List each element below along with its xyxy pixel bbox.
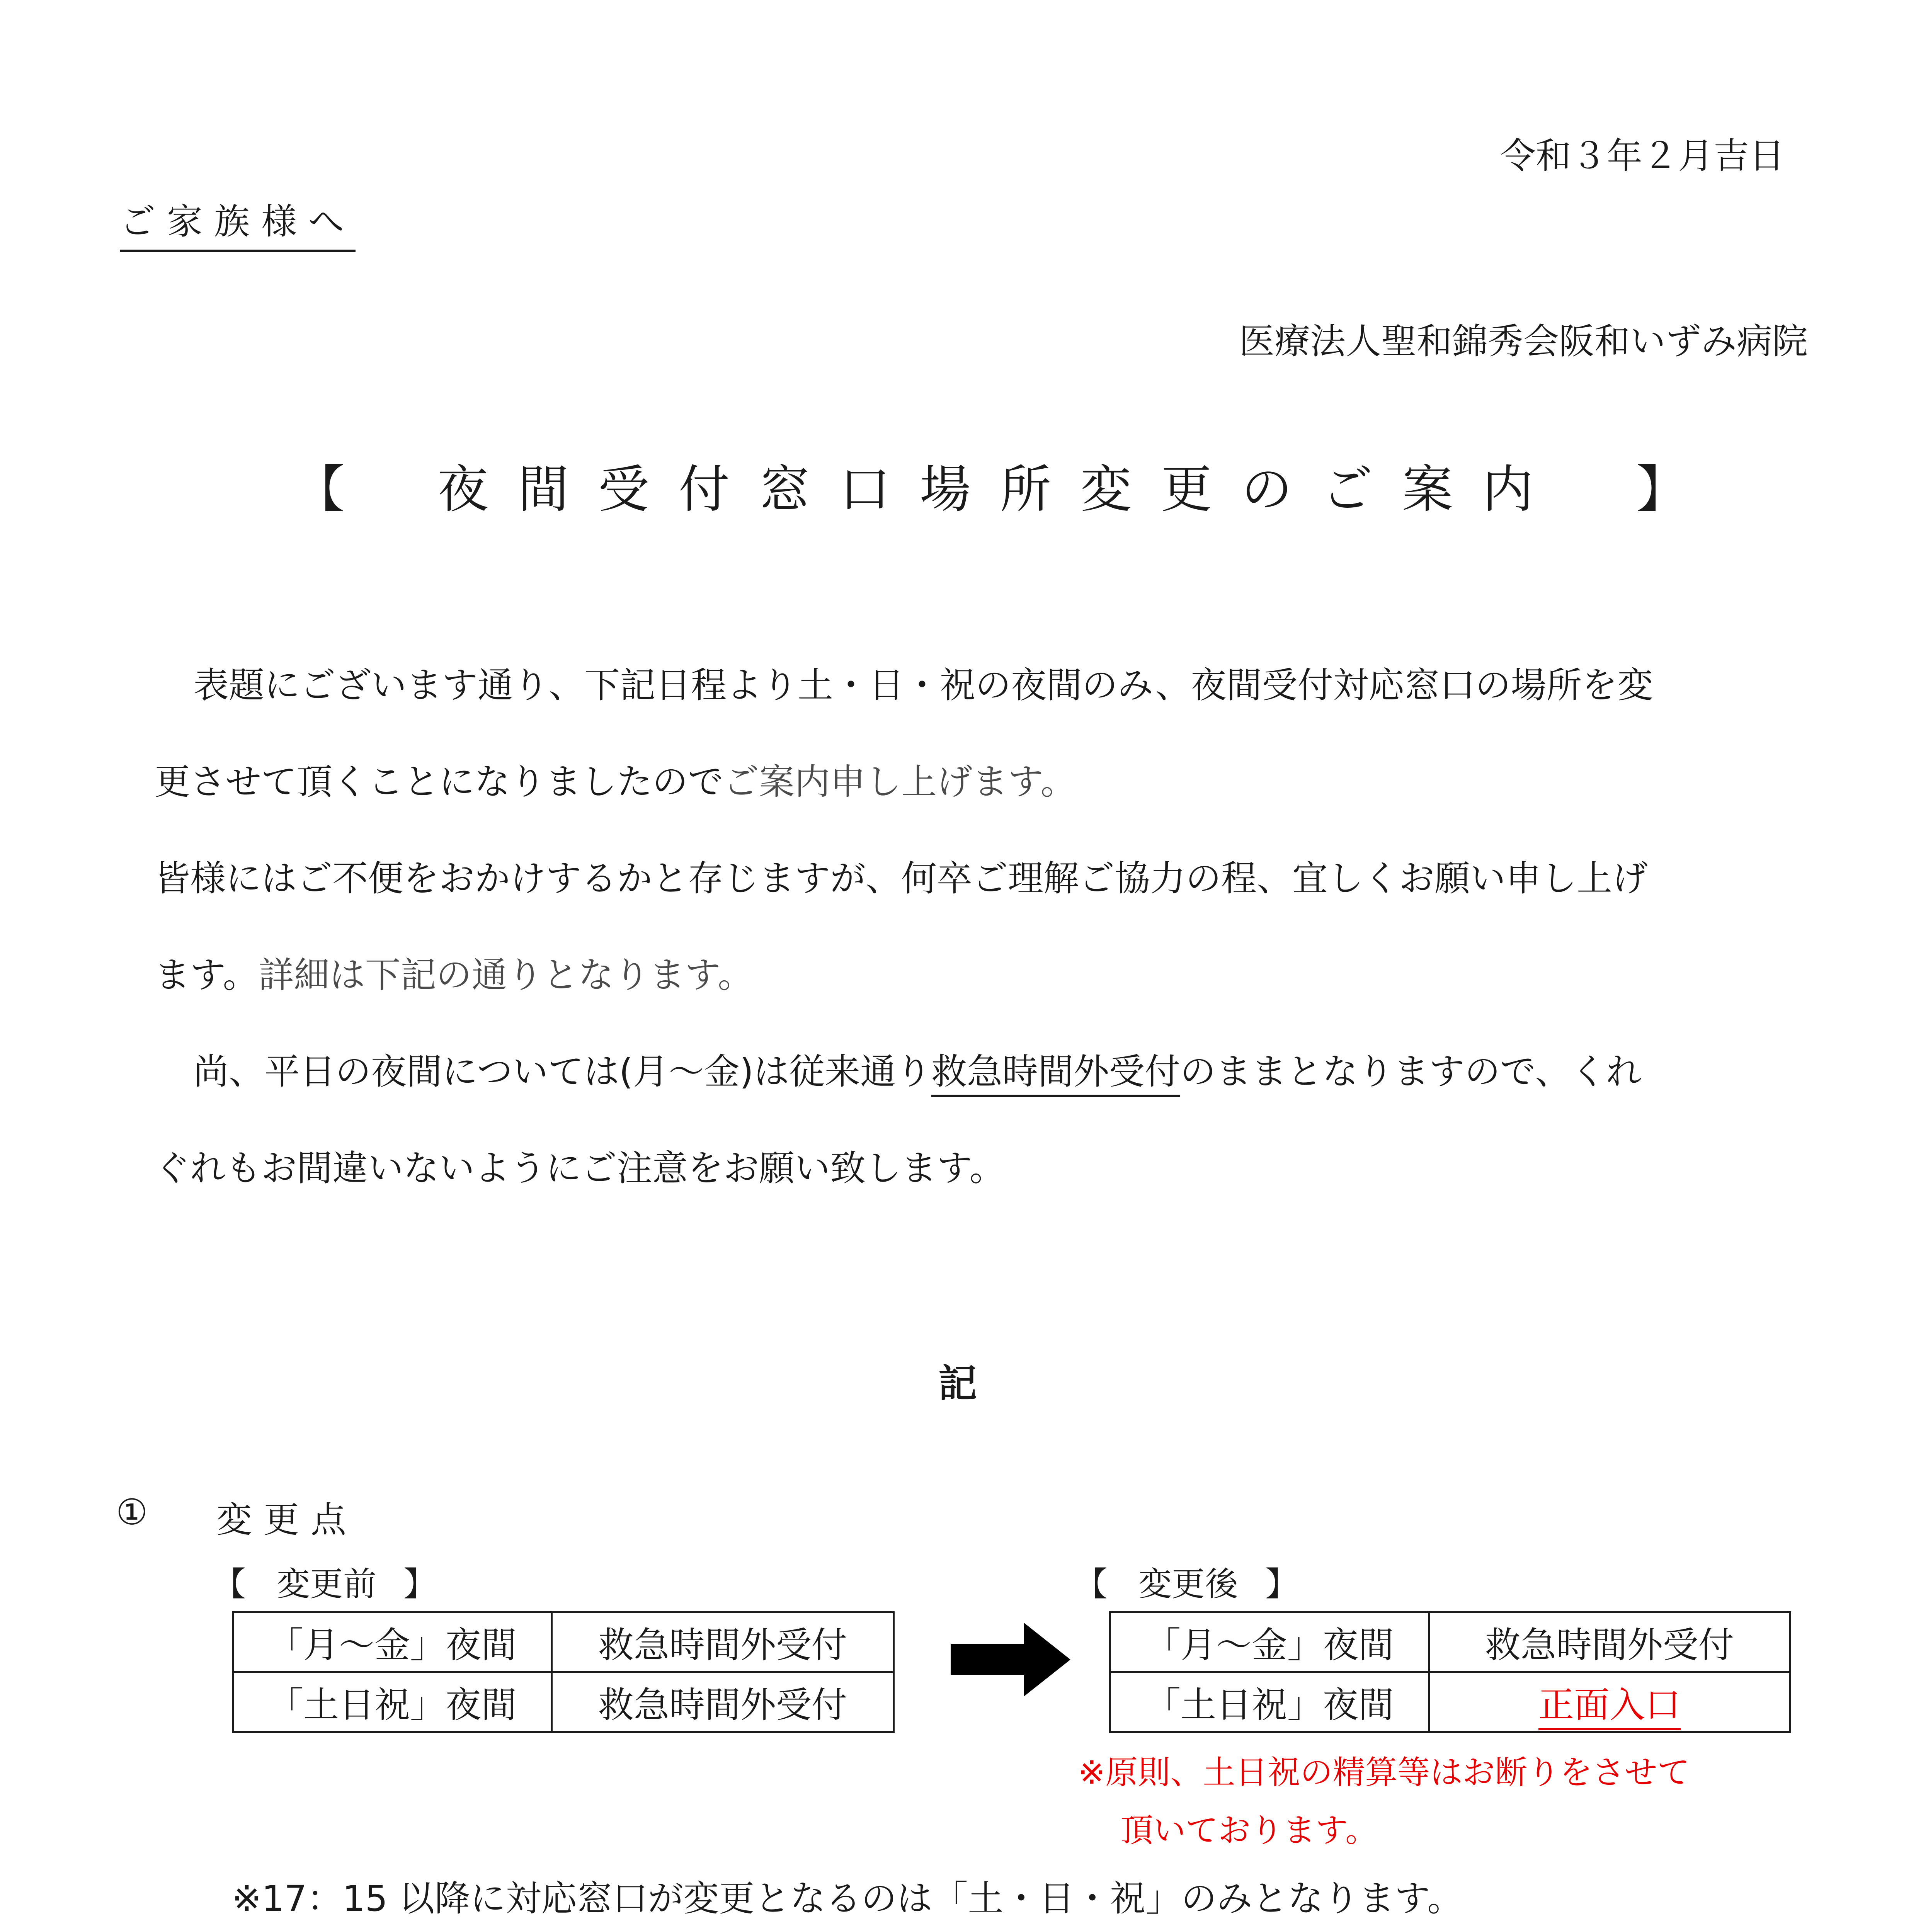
before-table: [232, 1611, 895, 1733]
title-close-bracket: 】: [1636, 460, 1687, 519]
before-row-2-where: 救急時間外受付: [552, 1672, 894, 1732]
before-heading-label: 変更前: [277, 1565, 376, 1604]
right-arrow-icon: [951, 1623, 1070, 1696]
document-date: 令和３年２月吉日: [1500, 135, 1785, 177]
document-title: [294, 448, 1687, 522]
after-row-1-where: 救急時間外受付: [1429, 1612, 1790, 1672]
paragraph-1-line-2a: 更させて頂くことになりましたので: [155, 761, 724, 803]
before-heading-close: 】: [403, 1565, 437, 1604]
before-heading: [213, 1557, 437, 1605]
paragraph-2-line-2: [155, 947, 753, 998]
table-row: [233, 1612, 894, 1672]
title-text: 夜間受付窓口場所変更のご案内: [437, 460, 1563, 519]
red-note-line-2: 頂いております。: [1121, 1811, 1378, 1849]
addressee: ご家族様へ: [120, 193, 356, 252]
paragraph-1-line-2: [155, 753, 1076, 804]
table-row: [233, 1672, 894, 1732]
paragraph-3-line-1: [193, 1043, 1642, 1094]
red-note-line-1: ※原則、土日祝の精算等はお断りをさせて: [1078, 1753, 1690, 1791]
paragraph-2-line-2b: 詳細は下記の通りとなります。: [258, 954, 754, 996]
paragraph-2-line-2a: ます。: [155, 954, 259, 996]
before-row-1-where: 救急時間外受付: [552, 1612, 894, 1672]
after-heading-open: 【: [1074, 1565, 1108, 1604]
section-1-number: ①: [116, 1492, 148, 1533]
after-heading-label: 変更後: [1138, 1565, 1238, 1604]
after-table: [1109, 1611, 1791, 1733]
table-row: [1110, 1612, 1790, 1672]
after-heading-close: 】: [1265, 1565, 1298, 1604]
note-line-1: ※17：15 以降に対応窓口が変更となるのは「土・日・祝」のみとなります。: [232, 1878, 1463, 1919]
after-row-2-where: [1429, 1672, 1790, 1732]
sender-organization: 医療法人聖和錦秀会阪和いずみ病院: [1239, 321, 1808, 362]
paragraph-1-line-2b: ご案内申し上げます。: [723, 761, 1076, 803]
paragraph-3-line-1c: のままとなりますので、くれ: [1180, 1051, 1642, 1092]
table-row: [1110, 1672, 1790, 1732]
note-line-2: [271, 1928, 519, 1932]
new-location-highlight: 正面入口: [1538, 1684, 1681, 1730]
section-1-label: 変更点: [216, 1499, 358, 1541]
before-heading-open: 【: [213, 1565, 246, 1604]
paragraph-3-line-1a: 尚、平日の夜間については(月～金)は従来通り: [193, 1051, 931, 1092]
ki-heading: 記: [938, 1361, 977, 1406]
after-heading: [1074, 1557, 1298, 1605]
after-row-1-when: 「月～金」夜間: [1110, 1612, 1429, 1672]
after-row-2-when: 「土日祝」夜間: [1110, 1672, 1429, 1732]
before-row-1-when: 「月～金」夜間: [233, 1612, 552, 1672]
paragraph-2-line-1: 皆様にはご不便をおかけするかと存じますが、何卒ご理解ご協力の程、宜しくお願い申し上げ: [155, 858, 1648, 899]
title-open-bracket: 【: [294, 460, 345, 519]
paragraph-3-emphasis: 救急時間外受付: [931, 1051, 1180, 1097]
before-row-2-when: 「土日祝」夜間: [233, 1672, 552, 1732]
paragraph-1-line-1: 表題にございます通り、下記日程より土・日・祝の夜間のみ、夜間受付対応窓口の場所を変: [193, 665, 1653, 706]
paragraph-3-line-2: ぐれもお間違いないようにご注意をお願い致します。: [155, 1148, 1005, 1189]
